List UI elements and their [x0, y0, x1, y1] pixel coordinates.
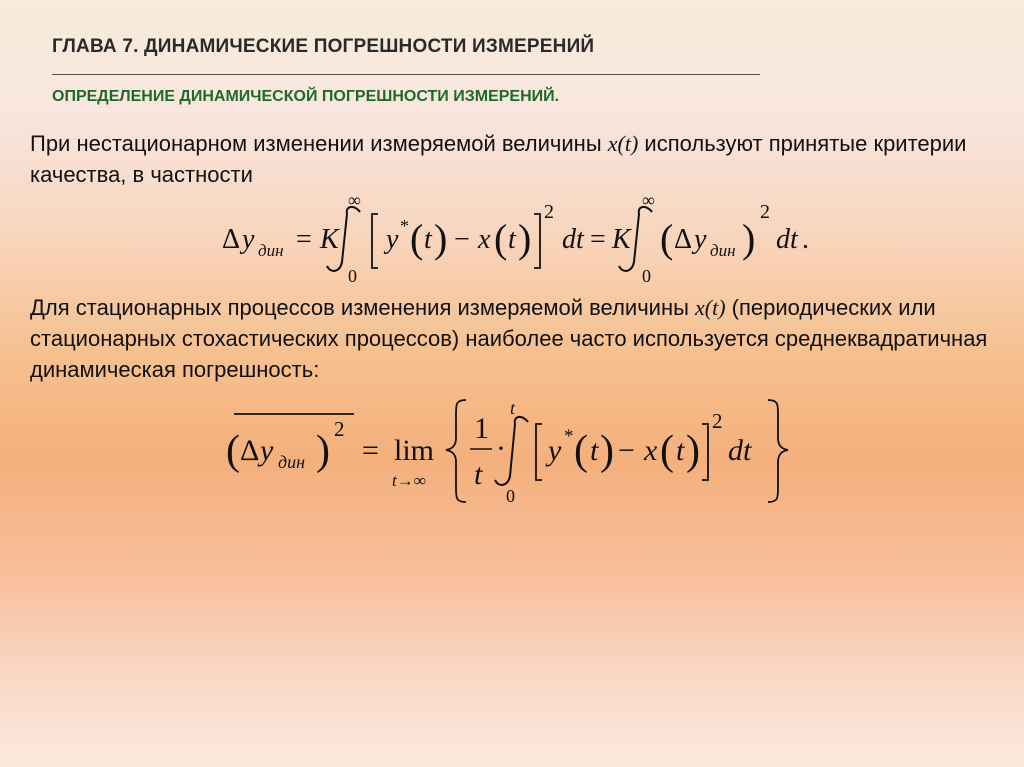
- paren: ): [434, 216, 448, 261]
- upper-limit-t: t: [510, 398, 516, 418]
- left-bracket: [536, 424, 542, 480]
- formula-dynamic-error-integral: [214, 186, 824, 286]
- title-divider: [52, 74, 760, 75]
- equals-sign: =: [296, 224, 312, 255]
- subscript-din: дин: [278, 452, 306, 472]
- delta-symbol: Δ: [222, 224, 241, 255]
- variable-y-star: y: [548, 434, 562, 467]
- variable-y: y: [260, 434, 274, 467]
- paragraph-stationary: [30, 292, 1015, 385]
- limit-operator: lim: [394, 434, 435, 467]
- star-superscript: *: [400, 216, 409, 236]
- coefficient-k: K: [320, 224, 339, 255]
- paren: ): [742, 216, 756, 261]
- delta-symbol: Δ: [674, 224, 693, 255]
- variable-y: y: [694, 224, 707, 255]
- subscript-din: дин: [258, 241, 284, 260]
- formula-rms-dynamic-error: [220, 392, 800, 510]
- paren: (: [660, 216, 674, 261]
- denominator-t: t: [474, 458, 483, 491]
- paragraph-text: Для стационарных процессов изменения измеряемой величины: [30, 295, 696, 320]
- numerator-one: 1: [474, 412, 489, 445]
- paren: ): [316, 428, 330, 474]
- paragraph-text: используют принятые критерии качества, в частности: [30, 131, 967, 187]
- multiply-dot: ·: [496, 432, 506, 465]
- differential-dt: dt: [776, 224, 798, 255]
- paren: (: [494, 216, 508, 261]
- math-symbol-x-of-t: x(t): [695, 295, 726, 320]
- variable-t: t: [508, 224, 516, 255]
- variable-x: x: [644, 434, 658, 467]
- variable-y-star: y: [386, 224, 399, 255]
- paragraph-nonstationary: [30, 128, 990, 190]
- paren: ): [518, 216, 532, 261]
- minus-sign: −: [454, 224, 470, 255]
- minus-sign: −: [618, 434, 635, 467]
- lower-limit-zero: 0: [642, 266, 651, 286]
- paren: (: [226, 428, 240, 474]
- coefficient-k: K: [612, 224, 631, 255]
- paren: (: [574, 428, 588, 474]
- paren: ): [600, 428, 614, 474]
- right-bracket: [534, 214, 540, 268]
- equals-sign: =: [362, 434, 379, 467]
- exponent-two: 2: [334, 417, 345, 441]
- differential-dt: dt: [562, 224, 584, 255]
- exponent-two: 2: [544, 201, 554, 223]
- section-title: ОПРЕДЕЛЕНИЕ ДИНАМИЧЕСКОЙ ПОГРЕШНОСТИ ИЗМЕРЕНИЙ.: [52, 88, 560, 105]
- equals-sign: =: [590, 224, 606, 255]
- paragraph-text: (периодических или стационарных стохастических процессов) наиболее часто используется среднеквадратичная динамическая погрешность:: [30, 295, 988, 382]
- paren: (: [410, 216, 424, 261]
- period: .: [802, 224, 809, 255]
- right-brace: [768, 400, 788, 502]
- paragraph-text: При нестационарном изменении измеряемой величины: [30, 131, 608, 156]
- exponent-two: 2: [760, 201, 770, 223]
- lower-limit-zero: 0: [506, 486, 515, 506]
- upper-limit-infinity: ∞: [642, 190, 655, 210]
- chapter-title: ГЛАВА 7. ДИНАМИЧЕСКИЕ ПОГРЕШНОСТИ ИЗМЕРЕНИЙ: [52, 36, 595, 57]
- left-brace: [446, 400, 466, 502]
- variable-t: t: [590, 434, 599, 467]
- variable-x: x: [478, 224, 491, 255]
- star-superscript: *: [564, 426, 574, 447]
- differential-dt: dt: [728, 434, 752, 467]
- variable-t: t: [424, 224, 432, 255]
- paren: (: [660, 428, 674, 474]
- variable-t: t: [676, 434, 685, 467]
- right-bracket: [702, 424, 708, 480]
- left-bracket: [372, 214, 378, 268]
- upper-limit-infinity: ∞: [348, 190, 361, 210]
- paren: ): [686, 428, 700, 474]
- exponent-two: 2: [712, 409, 723, 433]
- lower-limit-zero: 0: [348, 266, 357, 286]
- variable-y: y: [242, 224, 255, 255]
- math-symbol-x-of-t: x(t): [607, 131, 639, 156]
- subscript-din: дин: [710, 241, 736, 260]
- limit-subscript: t→∞: [392, 471, 426, 490]
- delta-symbol: Δ: [240, 434, 260, 467]
